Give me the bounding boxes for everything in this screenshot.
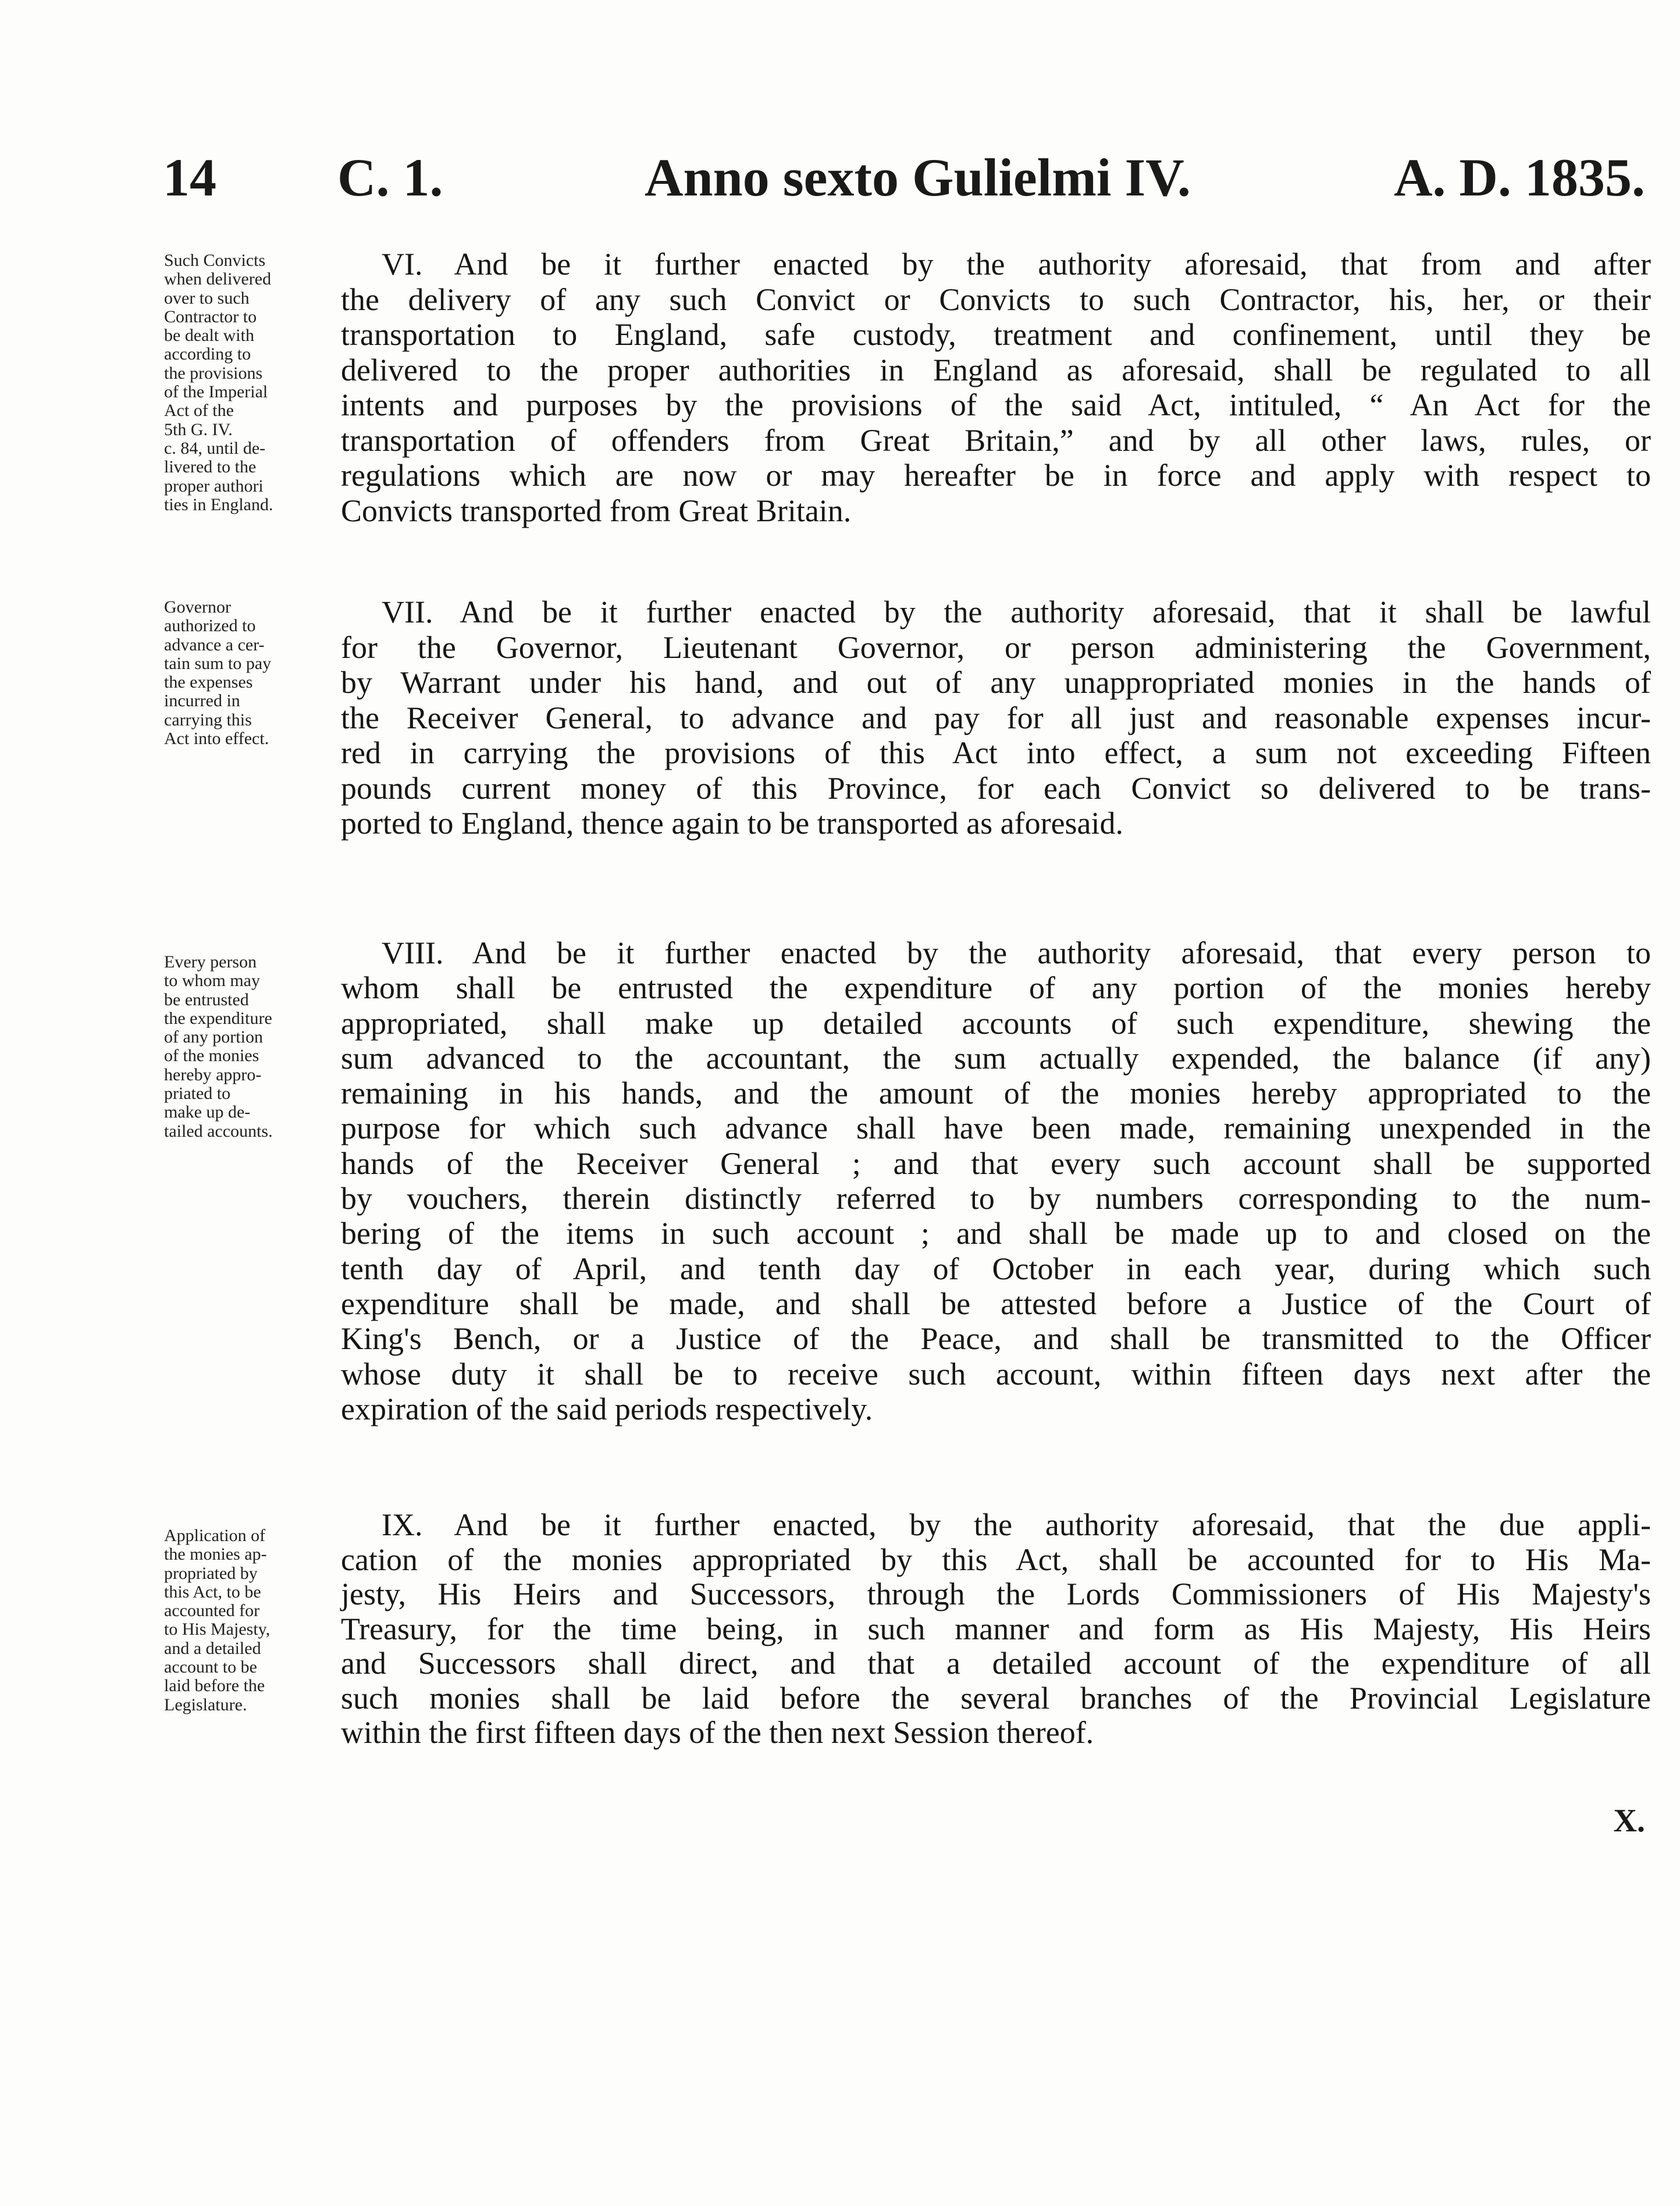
text-line: King's Bench, or a Justice of the Peace, and shall be transmitted to the Officer <box>341 1321 1651 1357</box>
page-number: 14 <box>163 148 216 207</box>
text-line: red in carrying the provisions of this Act into effect, a sum not exceeding Fifteen <box>341 735 1651 770</box>
margin-note-line: laid before the <box>164 1676 265 1696</box>
text-line: cation of the monies appropriated by this Act, shall be accounted for to His Ma- <box>341 1542 1651 1577</box>
margin-note-line: of any portion <box>164 1027 263 1047</box>
margin-note-line: Governor <box>164 597 231 617</box>
text-line: tenth day of April, and tenth day of October in each year, during which such <box>341 1251 1651 1286</box>
margin-note-line: the expenses <box>164 673 253 692</box>
text-line: within the first fifteen days of the then next Session thereof. <box>341 1715 1094 1750</box>
margin-note-line: Every person <box>164 952 257 972</box>
margin-note-line: the expenditure <box>164 1008 272 1028</box>
text-line: ported to England, thence again to be transported as aforesaid. <box>341 806 1124 841</box>
margin-note-line: Such Convicts <box>164 251 266 270</box>
margin-note-line: authorized to <box>164 616 256 636</box>
text-line: expiration of the said periods respectively. <box>341 1391 873 1426</box>
text-line: delivered to the proper authorities in England as aforesaid, shall be regulated to all <box>341 352 1651 387</box>
margin-note <box>164 1527 316 1714</box>
text-line: remaining in his hands, and the amount of the monies hereby appropriated to the <box>341 1076 1651 1111</box>
section-text <box>341 247 1651 528</box>
margin-note <box>164 251 316 514</box>
catchword: X. <box>1613 1803 1645 1839</box>
margin-note-line: incurred in <box>164 691 240 711</box>
margin-note-line: the provisions <box>164 363 263 383</box>
text-line: whose duty it shall be to receive such account, within fifteen days next after the <box>341 1356 1651 1392</box>
text-line: bering of the items in such account ; and shall be made up to and closed on the <box>341 1216 1651 1251</box>
text-line: intents and purposes by the provisions of the said Act, intituled, “ An Act for the <box>341 387 1651 422</box>
margin-note-line: 5th G. IV. <box>164 419 233 439</box>
margin-note-line: over to such <box>164 288 250 308</box>
text-line: hands of the Receiver General ; and that every such account shall be supported <box>341 1145 1651 1181</box>
margin-note-line: to whom may <box>164 971 260 991</box>
margin-note-line: of the Imperial <box>164 382 268 402</box>
text-line: the Receiver General, to advance and pay for all just and reasonable expenses incur- <box>341 700 1651 735</box>
margin-note-line: to His Majesty, <box>164 1620 270 1639</box>
text-line: IX. And be it further enacted, by the authority aforesaid, that the due appli- <box>382 1507 1651 1542</box>
text-line: purpose for which such advance shall have been made, remaining unexpended in the <box>341 1111 1651 1146</box>
text-line: the delivery of any such Convict or Convicts to such Contractor, his, her, or their <box>341 282 1651 317</box>
margin-note-line: Contractor to <box>164 307 257 326</box>
margin-note-line: Legislature. <box>164 1695 247 1714</box>
text-line: transportation of offenders from Great Britain,” and by all other laws, rules, or <box>341 422 1651 458</box>
margin-note-line: be dealt with <box>164 326 254 346</box>
margin-note-line: c. 84, until de- <box>164 438 266 458</box>
section-text <box>341 595 1651 841</box>
margin-note <box>164 953 316 1141</box>
margin-note-line: make up de- <box>164 1102 251 1122</box>
margin-note-line: carrying this <box>164 710 252 730</box>
text-line: Treasury, for the time being, in such manner and form as His Majesty, His Heirs <box>341 1611 1651 1646</box>
text-line: by vouchers, therein distinctly referred to by numbers corresponding to the num- <box>341 1181 1651 1216</box>
margin-note-line: of the monies <box>164 1046 259 1066</box>
regnal-title: Anno sexto Gulielmi IV. <box>645 148 1191 207</box>
margin-note-line: be entrusted <box>164 990 249 1009</box>
margin-note-line: account to be <box>164 1657 257 1677</box>
running-header <box>0 143 1680 212</box>
margin-note-line: propriated by <box>164 1563 258 1583</box>
text-line: transportation to England, safe custody, treatment and confinement, until they be <box>341 317 1651 352</box>
margin-note-line: livered to the <box>164 457 257 477</box>
text-line: regulations which are now or may hereafter be in force and apply with respect to <box>341 458 1651 493</box>
margin-note-line: when delivered <box>164 269 272 289</box>
text-line: such monies shall be laid before the several branches of the Provincial Legislature <box>341 1680 1651 1716</box>
margin-note-line: this Act, to be <box>164 1582 261 1602</box>
chapter-number: C. 1. <box>337 148 443 207</box>
year: A. D. 1835. <box>1394 148 1645 207</box>
text-line: appropriated, shall make up detailed accounts of such expenditure, shewing the <box>341 1005 1651 1041</box>
margin-note-line: hereby appro- <box>164 1065 262 1084</box>
margin-note-line: tain sum to pay <box>164 653 272 673</box>
margin-note-line: the monies ap- <box>164 1545 267 1564</box>
margin-note-line: Act into effect. <box>164 729 269 749</box>
text-line: and Successors shall direct, and that a detailed account of the expenditure of all <box>341 1646 1651 1681</box>
text-line: for the Governor, Lieutenant Governor, or person administering the Government, <box>341 629 1651 665</box>
margin-note-line: according to <box>164 344 251 364</box>
text-line: by Warrant under his hand, and out of any unappropriated monies in the hands of <box>341 665 1651 700</box>
text-line: VI. And be it further enacted by the authority aforesaid, that from and after <box>382 247 1651 282</box>
margin-note-line: advance a cer- <box>164 635 265 654</box>
text-line: jesty, His Heirs and Successors, through the Lords Commissioners of His Majesty's <box>341 1577 1651 1611</box>
margin-note <box>164 598 316 748</box>
margin-note-line: proper authori <box>164 476 264 496</box>
text-line: pounds current money of this Province, for each Convict so delivered to be trans- <box>341 770 1651 806</box>
margin-note-line: accounted for <box>164 1601 260 1621</box>
section-text <box>341 1508 1651 1750</box>
text-line: whom shall be entrusted the expenditure of any portion of the monies hereby <box>341 970 1651 1006</box>
margin-note-line: priated to <box>164 1084 231 1104</box>
text-line: VIII. And be it further enacted by the authority aforesaid, that every person to <box>382 935 1651 970</box>
section-text <box>341 935 1651 1426</box>
margin-note-line: tailed accounts. <box>164 1121 273 1141</box>
margin-note-line: Application of <box>164 1526 266 1545</box>
margin-note-line: ties in England. <box>164 494 273 514</box>
margin-note-line: Act of the <box>164 401 234 421</box>
margin-note-line: and a detailed <box>164 1638 261 1658</box>
text-line: sum advanced to the accountant, the sum actually expended, the balance (if any) <box>341 1040 1651 1076</box>
text-line: VII. And be it further enacted by the authority aforesaid, that it shall be lawful <box>382 595 1651 629</box>
text-line: expenditure shall be made, and shall be attested before a Justice of the Court of <box>341 1286 1651 1321</box>
text-line: Convicts transported from Great Britain. <box>341 493 852 528</box>
